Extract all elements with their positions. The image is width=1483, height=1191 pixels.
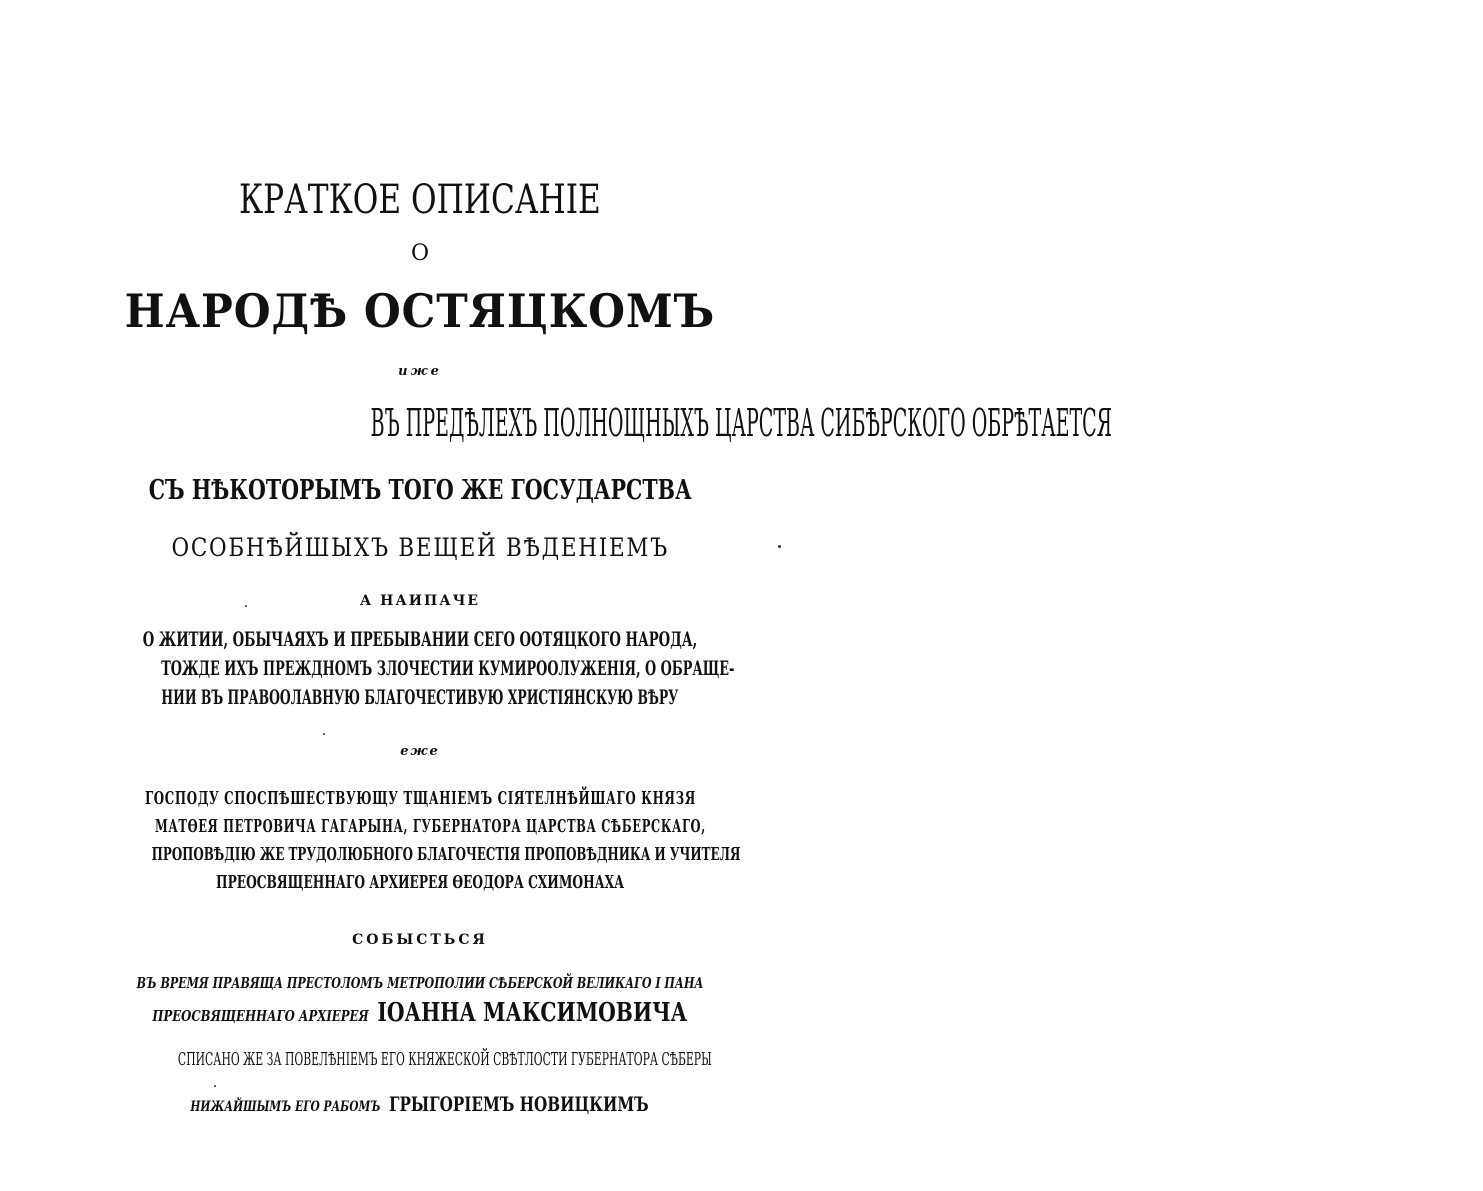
body-line-orthodox-faith: НИИ ВЪ ПРАВООЛАВНУЮ БЛАГОЧЕСТИВУЮ ХРИСТІЯНСКУЮ ВѢРУ — [161, 685, 679, 709]
body-line-gagarin: МАТѲЕЯ ПЕТРОВИЧА ГАГАРЫНА, ГУБЕРНАТОРА ЦАРСТВА СѢБЕРСКАГО, — [154, 816, 706, 837]
archbishop-name: ІОАННА МАКСИМОВИЧА — [377, 998, 688, 1028]
body-line-preaching: ПРОПОВѢДІЮ ЖЕ ТРУДОЛЮБНОГО БЛАГОЧЕСТІЯ ПРОПОВѢДНИКА И УЧИТЕЛЯ — [151, 844, 741, 865]
body-line-author — [0, 1094, 840, 1114]
title-line-about: О — [410, 241, 430, 266]
ink-speck — [778, 545, 781, 548]
body-line-theodore: ПРЕОСВЯЩЕННАГО АРХИЕРЕЯ ѲЕОДОРА СХИМОНАХА — [215, 872, 625, 893]
title-line-came-to-pass: СОБЫСТЬСЯ — [352, 932, 488, 948]
body-line-archbishop-ioann — [0, 1000, 840, 1026]
author-prefix: НИЖАЙШЫМЪ ЕГО РАБОМЪ — [190, 1099, 381, 1115]
title-line-with-some: СЪ НѢКОТОРЫМЪ ТОГО ЖЕ ГОСУДАРСТВА — [148, 475, 692, 506]
body-line-prince: ГОСПОДУ СПОСПѢШЕСТВУЮЩУ ТЩАНІЕМЪ СІЯТЕЛНѢЙШАГО КНЯЗЯ — [144, 788, 696, 809]
author-name: ГРЫГОРІЕМЪ НОВИЦКИМЪ — [389, 1092, 650, 1116]
title-line-ostyak-people: НАРОДѢ ОСТЯЦКОМЪ — [124, 284, 716, 338]
ink-speck — [214, 1085, 216, 1087]
body-line-life-customs: О ЖИТИИ, ОБЫЧАЯХЪ И ПРЕБЫВАНИИ СЕГО ООТЯЦКОГО НАРОДА, — [142, 627, 698, 651]
title-line-which-2: еже — [400, 744, 440, 759]
archbishop-title: ПРЕОСВЯЩЕННАГО АРХІЕРЕЯ — [152, 1007, 369, 1025]
title-line-which: иже — [398, 364, 442, 379]
body-line-idolatry: ТОЖДЕ ИХЪ ПРЕЖДНОМЪ ЗЛОЧЕСТИИ КУМИРООЛУЖЕНІЯ, О ОБРАЩЕ- — [161, 656, 735, 680]
ink-speck — [323, 733, 325, 735]
title-line-siberian-borders: ВЪ ПРЕДѢЛЕХЪ ПОЛНОЩНЫХЪ ЦАРСТВА СИБѢРСКОГО ОБРѢТАЕТСЯ — [370, 401, 1113, 445]
title-line-especially: А НАИПАЧЕ — [359, 593, 481, 609]
ink-speck — [245, 605, 247, 607]
title-line-brief-description: КРАТКОЕ ОПИСАНІЕ — [239, 177, 601, 223]
body-line-metropolis: ВЪ ВРЕМЯ ПРАВЯЩА ПРЕСТОЛОМЪ МЕТРОПОЛИИ СѢБЕРСКОЙ ВЕЛИКАГО І ПАНА — [136, 974, 704, 992]
title-line-special-things: ОСОБНѢЙШЫХЪ ВЕЩЕЙ ВѢДЕНІЕМЪ — [171, 533, 669, 562]
body-line-written-by-order: СПИСАНО ЖЕ ЗА ПОВЕЛѢНІЕМЪ ЕГО КНЯЖЕСКОЙ СВѢТЛОСТИ ГУБЕРНАТОРА СѢБЕРЫ — [177, 1049, 712, 1070]
